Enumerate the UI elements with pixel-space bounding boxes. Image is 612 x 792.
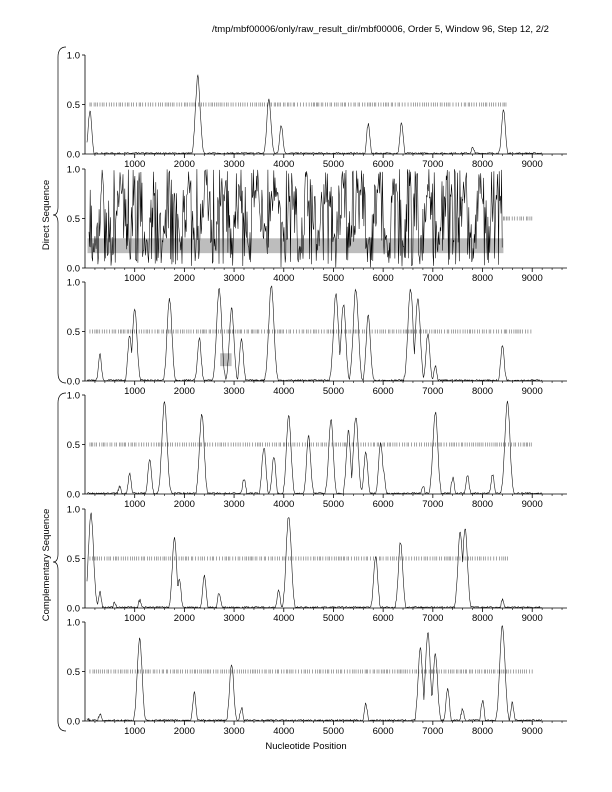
x-tick-label: 4000 [273, 273, 295, 284]
x-tick-label: 3000 [223, 499, 245, 510]
y-tick-label: 1.0 [66, 390, 80, 402]
x-axis-label: Nucleotide Position [265, 741, 347, 752]
group-labels [41, 180, 52, 621]
x-tick-label: 1000 [124, 273, 146, 284]
y-tick-label: 0.0 [66, 376, 80, 388]
x-tick-label: 6000 [372, 613, 394, 624]
x-tick-label: 7000 [422, 613, 444, 624]
highlight-band [220, 353, 231, 366]
x-tick-label: 5000 [322, 726, 345, 737]
group-label-complementary: Complementary Sequence [41, 508, 52, 622]
x-tick-label: 6000 [372, 499, 394, 510]
x-tick-label: 1000 [124, 726, 146, 737]
series-line [87, 75, 542, 154]
group-label-direct: Direct Sequence [41, 179, 52, 251]
panel-3 [67, 278, 567, 398]
figure-title: /tmp/mbf00006/only/raw_result_dir/mbf00006, Order 5, Window 96, Step 12, 2/2 [212, 24, 549, 35]
panel-5 [67, 505, 567, 625]
x-tick-label: 1000 [124, 386, 146, 397]
series-line [87, 626, 542, 721]
y-tick-label: 0.0 [66, 149, 80, 161]
x-tick-label: 2000 [173, 159, 195, 170]
x-tick-label: 3000 [223, 613, 245, 624]
x-tick-label: 6000 [372, 386, 394, 397]
y-tick-label: 0.0 [66, 263, 80, 275]
x-tick-label: 6000 [372, 159, 394, 170]
y-tick-label: 1.0 [66, 617, 80, 629]
y-tick-label: 1.0 [66, 50, 80, 62]
y-tick-label: 0.0 [66, 716, 80, 728]
x-tick-label: 3000 [223, 159, 245, 170]
x-tick-label: 8000 [471, 273, 494, 284]
x-tick-label: 4000 [273, 159, 295, 170]
x-tick-label: 6000 [372, 726, 394, 737]
x-tick-label: 9000 [521, 613, 543, 624]
x-tick-label: 4000 [273, 499, 295, 510]
x-tick-label: 7000 [422, 159, 444, 170]
x-tick-label: 4000 [273, 386, 295, 397]
x-tick-label: 4000 [273, 613, 295, 624]
x-tick-label: 1000 [124, 613, 146, 624]
x-tick-label: 5000 [322, 159, 345, 170]
y-tick-label: 0.5 [66, 440, 80, 451]
x-tick-label: 3000 [223, 386, 245, 397]
x-tick-label: 2000 [173, 273, 195, 284]
x-tick-label: 2000 [173, 499, 195, 510]
panel-1 [67, 51, 567, 171]
x-tick-label: 9000 [521, 726, 543, 737]
y-tick-label: 1.0 [66, 504, 80, 516]
x-tick-label: 5000 [322, 499, 345, 510]
x-tick-label: 3000 [223, 726, 245, 737]
x-tick-label: 5000 [322, 273, 345, 284]
highlight-band [87, 238, 503, 253]
y-tick-label: 1.0 [66, 164, 80, 176]
x-tick-label: 8000 [471, 726, 494, 737]
x-tick-label: 5000 [322, 613, 345, 624]
series-line [87, 401, 542, 494]
x-tick-label: 2000 [173, 726, 195, 737]
y-tick-label: 0.0 [66, 603, 80, 615]
x-tick-label: 2000 [173, 386, 195, 397]
series-line [87, 513, 542, 608]
x-tick-label: 9000 [521, 499, 543, 510]
x-tick-label: 6000 [372, 273, 394, 284]
x-tick-label: 9000 [521, 159, 543, 170]
x-tick-label: 1000 [124, 499, 146, 510]
panel-6 [67, 618, 567, 738]
panel-4 [67, 391, 567, 511]
x-tick-label: 8000 [471, 613, 494, 624]
brace-direct [53, 47, 66, 383]
x-tick-label: 9000 [521, 386, 543, 397]
x-tick-label: 8000 [471, 159, 494, 170]
y-tick-label: 0.5 [66, 327, 80, 338]
brace-complementary [53, 393, 66, 731]
x-tick-label: 8000 [471, 499, 494, 510]
y-tick-label: 0.5 [66, 100, 80, 111]
x-tick-label: 9000 [521, 273, 543, 284]
x-tick-label: 1000 [124, 159, 146, 170]
x-tick-label: 7000 [422, 499, 444, 510]
x-tick-label: 7000 [422, 273, 444, 284]
series-line [87, 286, 542, 381]
x-tick-label: 2000 [173, 613, 195, 624]
panels-group [53, 47, 567, 737]
panel-2 [67, 165, 567, 285]
x-tick-label: 5000 [322, 386, 345, 397]
y-tick-label: 1.0 [66, 277, 80, 289]
x-tick-label: 7000 [422, 726, 444, 737]
y-tick-label: 0.5 [66, 667, 80, 678]
y-tick-label: 0.5 [66, 214, 80, 225]
x-tick-label: 4000 [273, 726, 295, 737]
y-tick-label: 0.5 [66, 554, 80, 565]
x-tick-label: 7000 [422, 386, 444, 397]
y-tick-label: 0.0 [66, 489, 80, 501]
x-tick-label: 3000 [223, 273, 245, 284]
x-tick-label: 8000 [471, 386, 494, 397]
